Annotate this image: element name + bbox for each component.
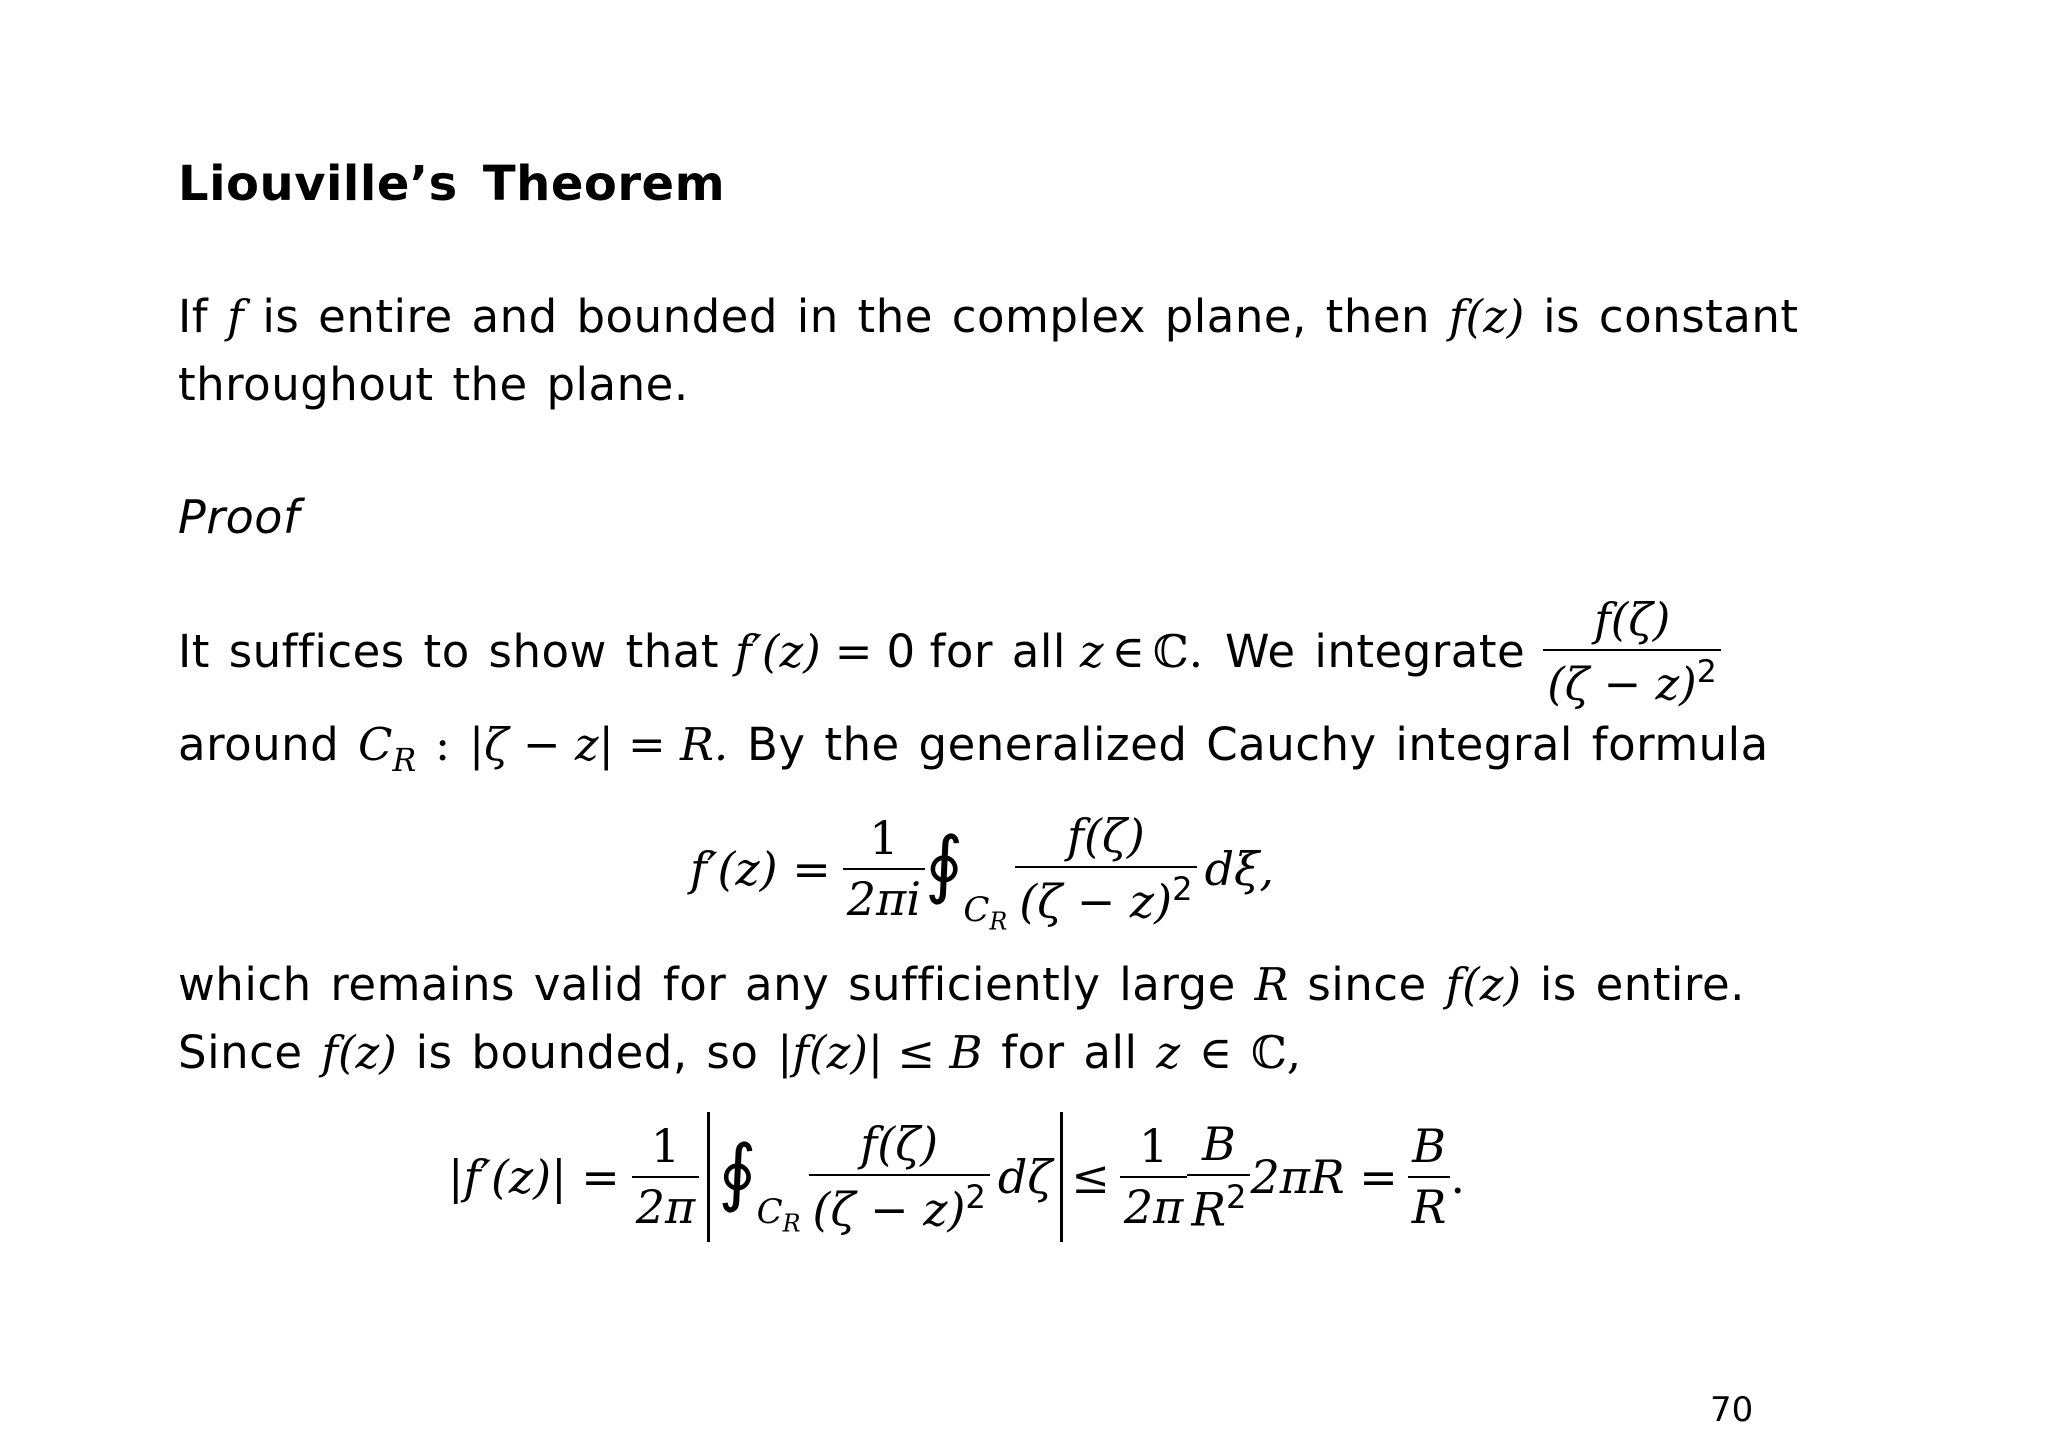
eq1-contour-integral-sign: ∮ — [924, 822, 964, 908]
theorem-math-fz: f(z) — [1448, 290, 1525, 343]
eq1-subscript-R: R — [989, 907, 1008, 936]
theorem-line-2: throughout the plane. — [178, 358, 689, 411]
eq1-fraction-integrand — [1015, 810, 1196, 928]
eq2-B-bar — [1187, 1174, 1250, 1176]
eq2-R2-exponent: 2 — [1225, 1177, 1247, 1216]
eq2-integrand-bar — [809, 1174, 990, 1176]
page-title: Liouville’s Theorem — [178, 156, 726, 212]
eq1-integrand-denominator — [1015, 871, 1196, 929]
eq1-integrand-denominator-exponent: 2 — [1172, 869, 1193, 908]
proof-line-3 — [178, 958, 1745, 1011]
theorem-text-constant: is constant — [1543, 290, 1799, 343]
eq2-subscript-R: R — [782, 1209, 801, 1238]
eq1-fraction-coefficient — [843, 812, 925, 926]
proof-text-forall-2: for all — [1001, 1026, 1138, 1079]
proof-math-complex-2: ℂ, — [1250, 1026, 1302, 1079]
eq2-fraction-integrand — [809, 1118, 990, 1236]
eq2-differential: dζ — [997, 1150, 1053, 1204]
fraction-denominator-exponent: 2 — [1696, 653, 1718, 690]
proof-math-CR — [358, 718, 417, 780]
proof-math-fz-entire: f(z) — [1445, 958, 1522, 1011]
eq1-differential: dξ, — [1204, 842, 1275, 897]
eq2-contour-integral-sign: ∮ — [718, 1130, 757, 1216]
proof-text-since-2: Since — [178, 1026, 303, 1079]
eq1-coefficient-numerator: 1 — [869, 811, 899, 866]
eq1-integrand-bar — [1015, 866, 1196, 868]
eq2-lhs: |f′(z)| = — [448, 1150, 620, 1204]
proof-math-in: ∈ — [1111, 625, 1145, 679]
eq2-integrand-denominator-exponent: 2 — [965, 1177, 986, 1216]
eq2-one-denominator: 2π — [1123, 1180, 1184, 1234]
eq2-subscript-C: C — [756, 1191, 783, 1232]
eq1-subscript-C: C — [963, 890, 990, 931]
proof-text-is-entire: is entire. — [1539, 958, 1745, 1011]
equation-derivative-bound — [448, 1112, 1465, 1242]
theorem-line-1 — [178, 290, 1799, 343]
equation-cauchy-derivative — [690, 809, 1275, 936]
proof-text-around: around — [178, 718, 340, 771]
proof-text-integrate: We integrate — [1225, 625, 1526, 679]
proof-line-2 — [178, 718, 1769, 780]
eq2-integrand-numerator: f(ζ) — [860, 1116, 939, 1171]
proof-text-suffices: It suffices to show that — [178, 625, 720, 679]
proof-text-bounded-so: is bounded, so — [415, 1026, 759, 1079]
eq2-period: . — [1450, 1150, 1466, 1204]
eq2-fraction-coefficient — [632, 1120, 700, 1234]
eq2-R2-denominator — [1187, 1179, 1250, 1237]
eq2-B-numerator: B — [1201, 1116, 1236, 1171]
eq1-contour-subscript — [963, 890, 1008, 936]
eq1-coefficient-bar — [843, 868, 925, 870]
eq2-two-pi-R: 2πR = — [1250, 1150, 1398, 1204]
proof-text-since: since — [1307, 958, 1427, 1011]
eq1-integrand-numerator: f(ζ) — [1067, 809, 1145, 863]
page-number: 70 — [1710, 1390, 1754, 1430]
proof-math-R-subscript: R — [392, 743, 417, 780]
theorem-math-f: f — [226, 290, 244, 343]
eq2-fraction-one-over-2pi — [1120, 1120, 1188, 1234]
proof-label: Proof — [178, 490, 300, 544]
fraction-numerator: f(ζ) — [1594, 593, 1671, 646]
fraction-denominator — [1543, 654, 1721, 710]
eq1-integrand-denominator-base: (ζ − z) — [1019, 874, 1173, 929]
theorem-text-entire: is entire and bounded in the complex plane, then — [262, 290, 1431, 343]
theorem-text-if: If — [178, 290, 209, 343]
proof-math-fprime: f′(z) — [735, 625, 821, 679]
eq2-fraction-B-over-R2 — [1187, 1118, 1250, 1236]
proof-math-z-2: z — [1156, 1026, 1181, 1079]
proof-line-4 — [178, 1026, 1302, 1079]
proof-math-circle: |ζ − z| = R. — [469, 718, 729, 771]
proof-math-bound: |f(z)| ≤ B — [777, 1026, 983, 1079]
eq2-fraction-B-over-R — [1408, 1120, 1451, 1234]
eq2-one-numerator: 1 — [1138, 1119, 1169, 1174]
proof-text-remains-valid: which remains valid for any sufficiently large — [178, 958, 1236, 1011]
eq2-less-equal: ≤ — [1071, 1150, 1110, 1204]
eq2-integrand-denominator — [809, 1179, 990, 1237]
proof-math-in-2: ∈ — [1198, 1026, 1233, 1079]
proof-math-equals: = — [834, 625, 873, 679]
eq2-abs-bar-right — [1060, 1112, 1063, 1242]
eq1-coefficient-denominator: 2πi — [846, 872, 921, 927]
fraction-bar — [1543, 649, 1721, 651]
proof-text-forall: for all — [929, 625, 1066, 679]
eq2-coefficient-denominator: 2π — [635, 1180, 696, 1234]
eq2-one-bar — [1120, 1176, 1188, 1178]
proof-line-1 — [178, 594, 1721, 710]
proof-fraction-integrand — [1543, 594, 1721, 710]
fraction-denominator-base: (ζ − z) — [1547, 657, 1697, 711]
proof-math-colon: : — [435, 718, 451, 771]
proof-text-cauchy: By the generalized Cauchy integral formula — [747, 718, 1769, 771]
eq2-final-numerator: B — [1412, 1119, 1446, 1174]
eq2-contour-subscript — [756, 1191, 801, 1238]
proof-math-z: z — [1079, 625, 1104, 679]
eq2-final-bar — [1408, 1176, 1451, 1178]
eq1-lhs: f′(z) = — [690, 842, 831, 897]
proof-math-complex: ℂ. — [1152, 625, 1204, 679]
proof-math-C: C — [358, 718, 393, 771]
eq2-R2-base: R — [1191, 1182, 1226, 1237]
proof-math-zero: 0 — [886, 625, 916, 679]
proof-math-fz-bounded: f(z) — [321, 1026, 397, 1079]
eq2-integrand-denominator-base: (ζ − z) — [812, 1182, 966, 1237]
eq2-final-denominator: R — [1411, 1180, 1447, 1234]
proof-math-R: R — [1254, 958, 1289, 1011]
eq2-coefficient-numerator: 1 — [650, 1119, 681, 1174]
eq2-coefficient-bar — [632, 1176, 700, 1178]
eq2-abs-bar-left — [707, 1112, 710, 1242]
